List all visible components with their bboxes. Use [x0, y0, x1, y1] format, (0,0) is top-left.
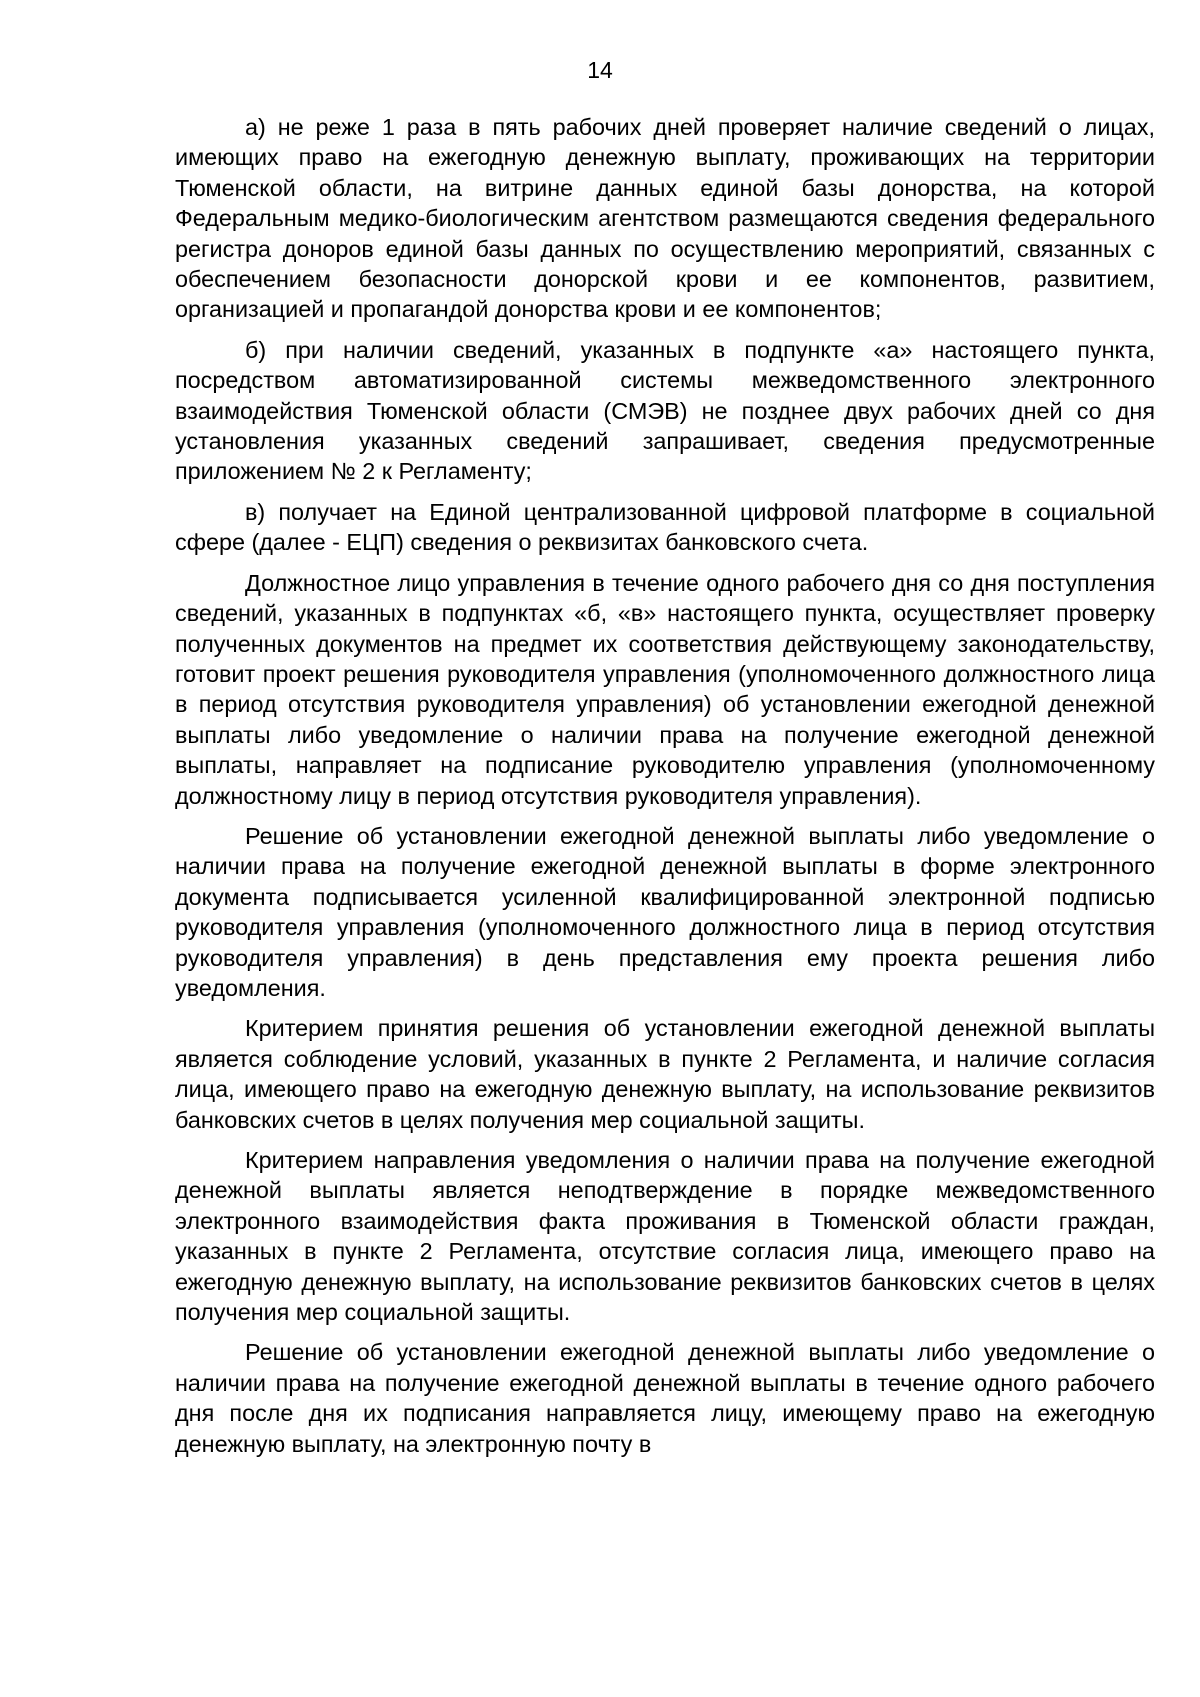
paragraph-official-check: Должностное лицо управления в течение одного рабочего дня со дня поступления сведений, указанных в подпунктах «б, «в» настоящего пункта, осуществляет проверку полученных документов на предмет их соответствия действующему законодательству, готовит проект решения руководителя управления (уполномоченного должностного лица в период отсутствия руководителя управления) об установлении ежегодной денежной выплаты либо уведомление о наличии права на получение ежегодной денежной выплаты, направляет на подписание руководителю управления (уполномоченному должностному лицу в период отсутствия руководителя управления). [175, 569, 1155, 809]
document-body [175, 112, 1155, 1469]
paragraph-notification-criterion: Критерием направления уведомления о наличии права на получение ежегодной денежной выплаты является неподтверждение в порядке межведомственного электронного взаимодействия факта проживания в Тюменской области граждан, указанных в пункте 2 Регламента, отсутствие согласия лица, имеющего право на ежегодную денежную выплату, на использование реквизитов банковских счетов в целях получения мер социальной защиты. [175, 1147, 1155, 1326]
paragraph-subitem-b: б) при наличии сведений, указанных в подпункте «а» настоящего пункта, посредством автоматизированной системы межведомственного электронного взаимодействия Тюменской области (СМЭВ) не позднее двух рабочих дней со дня установления указанных сведений запрашивает, сведения предусмотренные приложением № 2 к Регламенту; [175, 336, 1155, 485]
paragraph-decision-signing: Решение об установлении ежегодной денежной выплаты либо уведомление о наличии права на получение ежегодной денежной выплаты в форме электронного документа подписывается усиленной квалифицированной электронной подписью руководителя управления (уполномоченного должностного лица в период отсутствия руководителя управления) в день представления ему проекта решения либо уведомления. [175, 822, 1155, 1001]
paragraph-subitem-v: в) получает на Единой централизованной цифровой платформе в социальной сфере (далее - ЕЦП) сведения о реквизитах банковского счета. [175, 498, 1155, 556]
paragraph-decision-criterion: Критерием принятия решения об установлении ежегодной денежной выплаты является соблюдение условий, указанных в пункте 2 Регламента, и наличие согласия лица, имеющего право на ежегодную денежную выплату, на использование реквизитов банковских счетов в целях получения мер социальной защиты. [175, 1015, 1155, 1133]
page-number: 14 [587, 57, 613, 83]
paragraph-subitem-a: а) не реже 1 раза в пять рабочих дней проверяет наличие сведений о лицах, имеющих право на ежегодную денежную выплату, проживающих на территории Тюменской области, на витрине данных единой базы донорства, на которой Федеральным медико-биологическим агентством размещаются сведения федерального регистра доноров единой базы данных по осуществлению мероприятий, связанных с обеспечением безопасности донорской крови и ее компонентов, развитием, организацией и пропагандой донорства крови и ее компонентов; [175, 114, 1155, 323]
paragraph-decision-delivery: Решение об установлении ежегодной денежной выплаты либо уведомление о наличии права на получение ежегодной денежной выплаты в течение одного рабочего дня после дня их подписания направляется лицу, имеющему право на ежегодную денежную выплату, на электронную почту в [175, 1339, 1155, 1457]
